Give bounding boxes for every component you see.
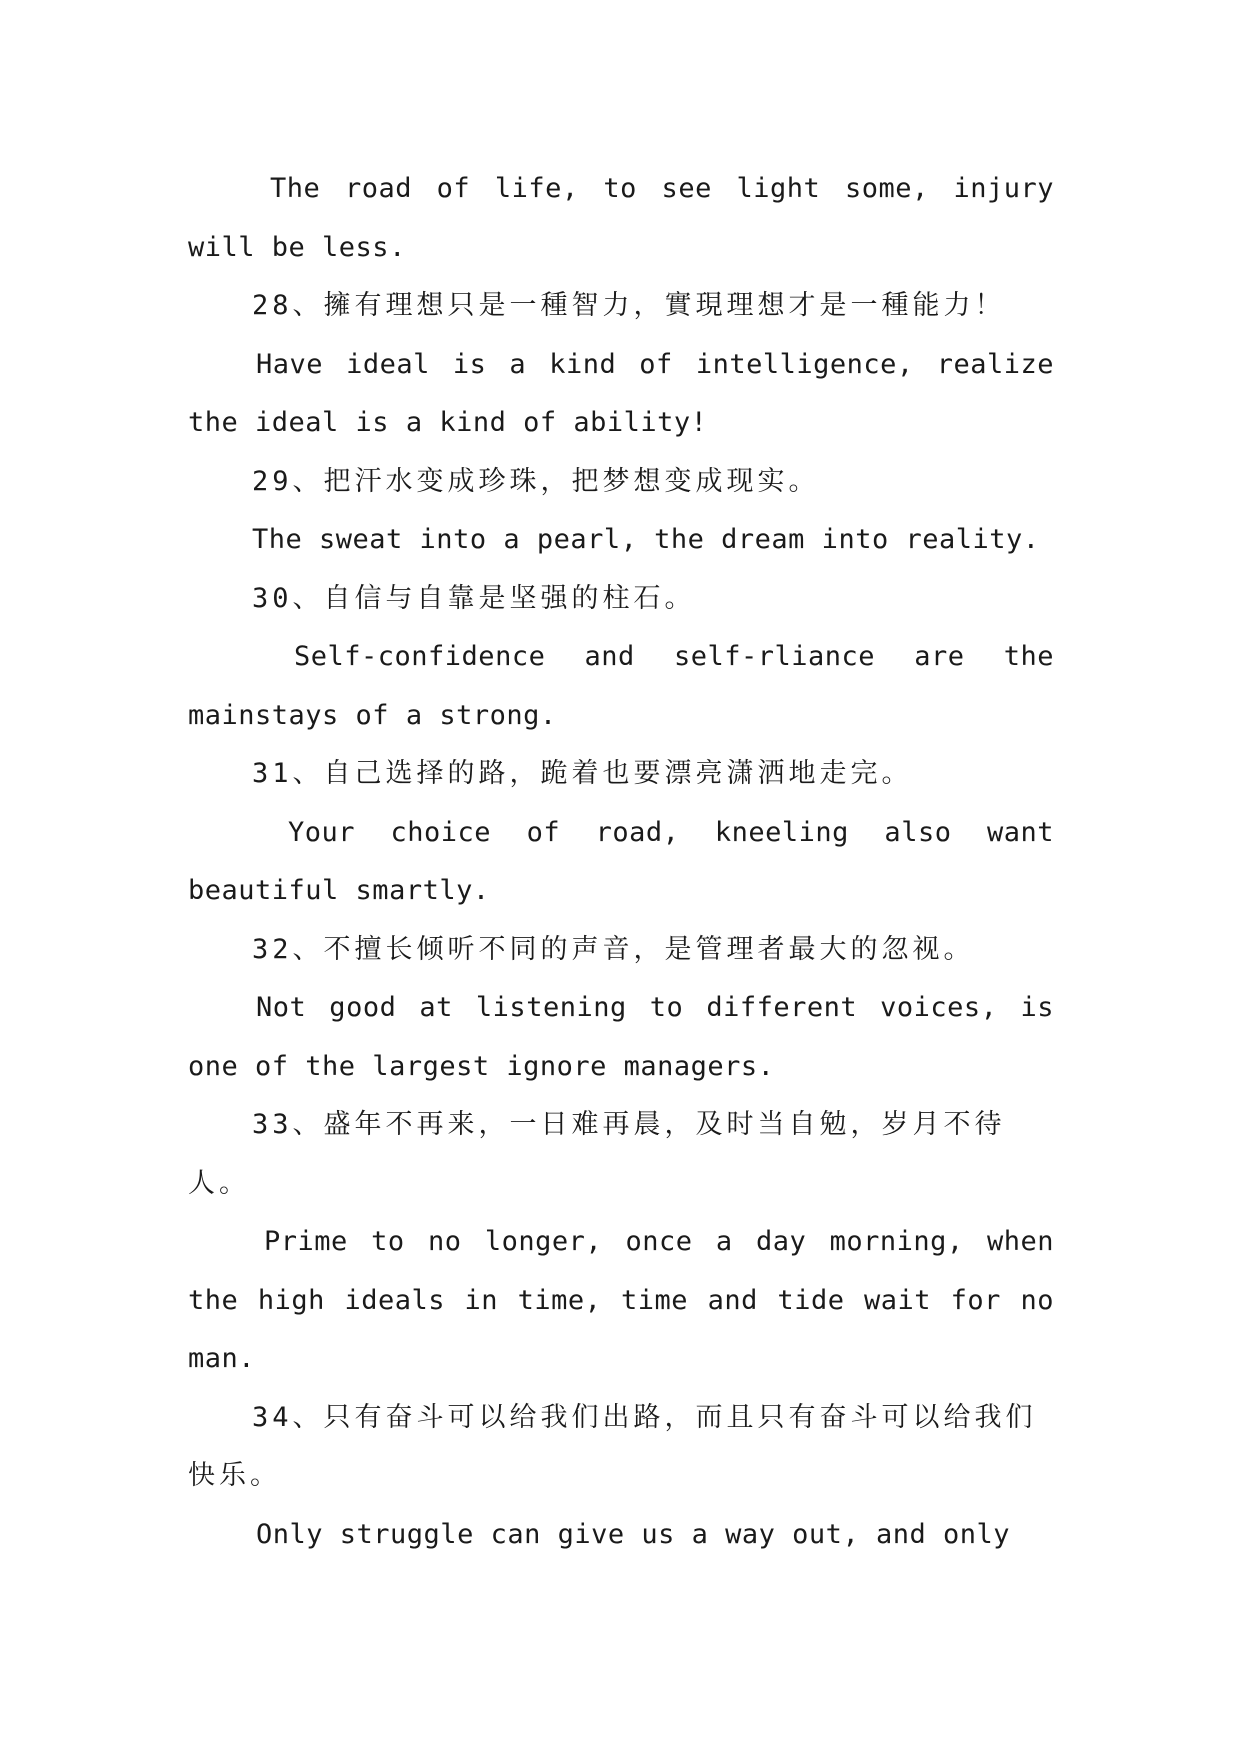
paragraph-en-sweat-pearl: The sweat into a pearl, the dream into reality. bbox=[252, 524, 1040, 555]
paragraph-zh-29: 29、把汗水变成珍珠，把梦想变成现实。 bbox=[252, 465, 820, 497]
paragraph-zh-30: 30、自信与自靠是坚强的柱石。 bbox=[252, 582, 696, 614]
paragraph-en-road-of-life: The road of life, to see light some, injury will be less. bbox=[188, 173, 1054, 263]
paragraph-zh-33: 33、盛年不再来，一日难再晨，及时当自勉，岁月不待人。 bbox=[188, 1109, 1006, 1199]
paragraph-zh-28: 28、擁有理想只是一種智力，實現理想才是一種能力！ bbox=[252, 290, 1006, 321]
paragraph-zh-31: 31、自己选择的路，跪着也要漂亮潇洒地走完。 bbox=[252, 758, 913, 789]
paragraph-en-only-struggle: Only struggle can give us a way out, and only bbox=[256, 1518, 1010, 1550]
paragraph-en-your-choice: Your choice of road, kneeling also want beautiful smartly. bbox=[188, 816, 1054, 906]
document-body bbox=[188, 160, 1054, 1564]
paragraph-zh-32: 32、不擅长倾听不同的声音，是管理者最大的忽视。 bbox=[252, 933, 975, 965]
paragraph-en-have-ideal: Have ideal is a kind of intelligence, realize the ideal is a kind of ability! bbox=[188, 348, 1054, 438]
paragraph-zh-34: 34、只有奋斗可以给我们出路，而且只有奋斗可以给我们快乐。 bbox=[188, 1401, 1037, 1491]
paragraph-en-prime: Prime to no longer, once a day morning, when the high ideals in time, time and tide wait for no man. bbox=[188, 1226, 1054, 1374]
paragraph-en-self-confidence: Self-confidence and self-rliance are the mainstays of a strong. bbox=[188, 641, 1054, 731]
paragraph-en-not-good: Not good at listening to different voices, is one of the largest ignore managers. bbox=[188, 992, 1054, 1082]
